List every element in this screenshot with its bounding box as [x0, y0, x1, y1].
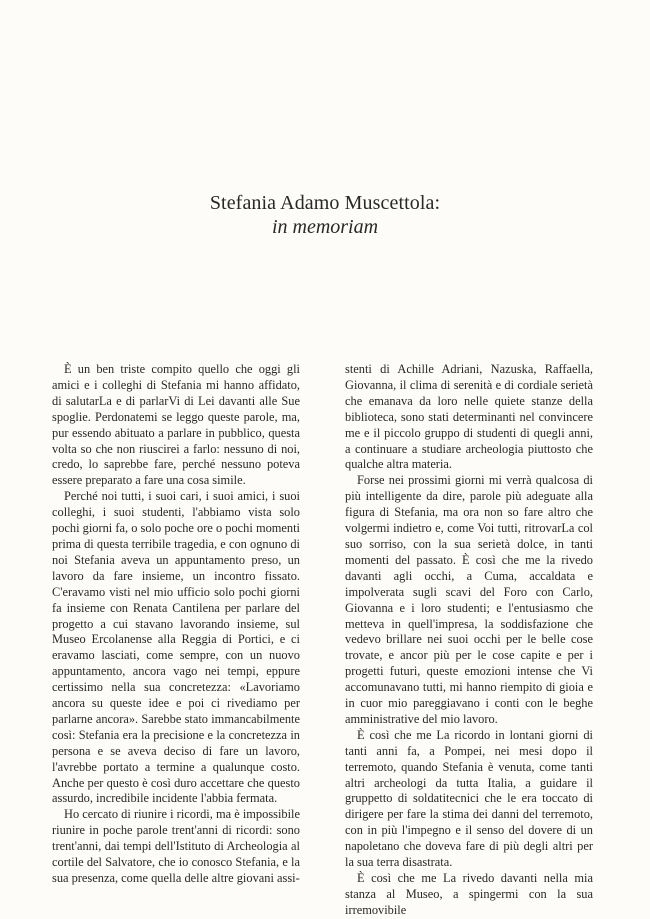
paragraph: stenti di Achille Adriani, Nazuska, Raffaella, Giovanna, il clima di serenità e di cordiale serietà che emanava da loro nelle quiete stanze della biblioteca, sono stati determinanti nel convincere me e il piccolo gruppo di studenti di quegli anni, a continuare a studiare archeologia piuttosto che qualche altra materia. — [345, 362, 593, 472]
paragraph: È un ben triste compito quello che oggi gli amici e i colleghi di Stefania mi hanno affidato, di salutarLa e di parlarVi di Lei davanti alle Sue spoglie. Perdonatemi se leggo queste parole, ma, pur essendo abituato a parlare in pubblico, questa volta so che non riuscirei a farlo: nessuno di noi, credo, lo saprebbe fare, perché nessuno poteva essere preparato a fare una cosa simile. — [52, 362, 300, 488]
paragraph: Perché noi tutti, i suoi cari, i suoi amici, i suoi colleghi, i suoi studenti, l'abbiamo vista solo pochi giorni fa, o solo poche ore o pochi momenti prima di questa terribile tragedia, e con ognuno di noi Stefania aveva un appuntamento preso, un lavoro da fare insieme, un incontro fissato. C'eravamo visti nel mio ufficio solo pochi giorni fa insieme con Renata Cantilena per parlare del progetto a cui stavano lavorando insieme, sul Museo Ercolanense alla Reggia di Portici, e ci eravamo lasciati, come sempre, con un nuovo appuntamento, ancora vago nei tempi, eppure certissimo nella sua concretezza: «Lavoriamo ancora su queste idee e poi ci rivediamo per parlarne ancora». Sarebbe stato immancabilmente così: Stefania era la precisione e la concretezza in persona e se aveva deciso di fare un lavoro, l'avrebbe portato a termine a qualunque costo. Anche per questo è così duro accettare che questo assurdo, incredibile incidente l'abbia fermata. — [52, 489, 300, 806]
left-column — [52, 362, 300, 887]
paragraph: Forse nei prossimi giorni mi verrà qualcosa di più intelligente da dire, parole più adeguate alla figura di Stefania, ma ora non so fare altro che volgermi indietro e, come Voi tutti, ritrovarLa col suo sorriso, con la sua serietà dolce, in tanti momenti del passato. È così che me la rivedo davanti agli occhi, a Cuma, accaldata e impolverata sugli scavi del Foro con Carlo, Giovanna e i loro studenti; e l'entusiasmo che metteva in quell'impresa, la soddisfazione che vedevo brillare nei suoi occhi per le belle cose trovate, e ancor più per le cose capite e per i progetti futuri, queste emozioni intense che Vi accomunavano tutti, mi hanno riempito di gioia e in cuor mio pareggiavano i conti con le beghe amministrative del mio lavoro. — [345, 473, 593, 726]
paragraph: Ho cercato di riunire i ricordi, ma è impossibile riunire in poche parole trent'anni di ricordi: sono trent'anni, dai tempi dell'Istituto di Archeologia al cortile del Salvatore, che io conosco Stefania, e la sua presenza, come quella delle altre giovani assi- — [52, 807, 300, 885]
article-title: Stefania Adamo Muscettola: — [209, 192, 441, 214]
paragraph: È così che me La rivedo davanti nella mia stanza al Museo, a spingermi con la sua irremovibile — [345, 871, 593, 917]
title-block — [0, 191, 650, 239]
paragraph: È così che me La ricordo in lontani giorni di tanti anni fa, a Pompei, nei mesi dopo il terremoto, quando Stefania è venuta, come tanti altri archeologi da tutta Italia, a guidare il gruppetto di soldatitecnici che le era toccato di dirigere per fare la stima dei danni del terremoto, con in più l'impegno e il senso del dovere di un napoletano che doveva fare di più degli altri per la sua terra disastrata. — [345, 727, 593, 870]
right-column — [345, 362, 593, 919]
article-subtitle: in memoriam — [271, 216, 379, 238]
